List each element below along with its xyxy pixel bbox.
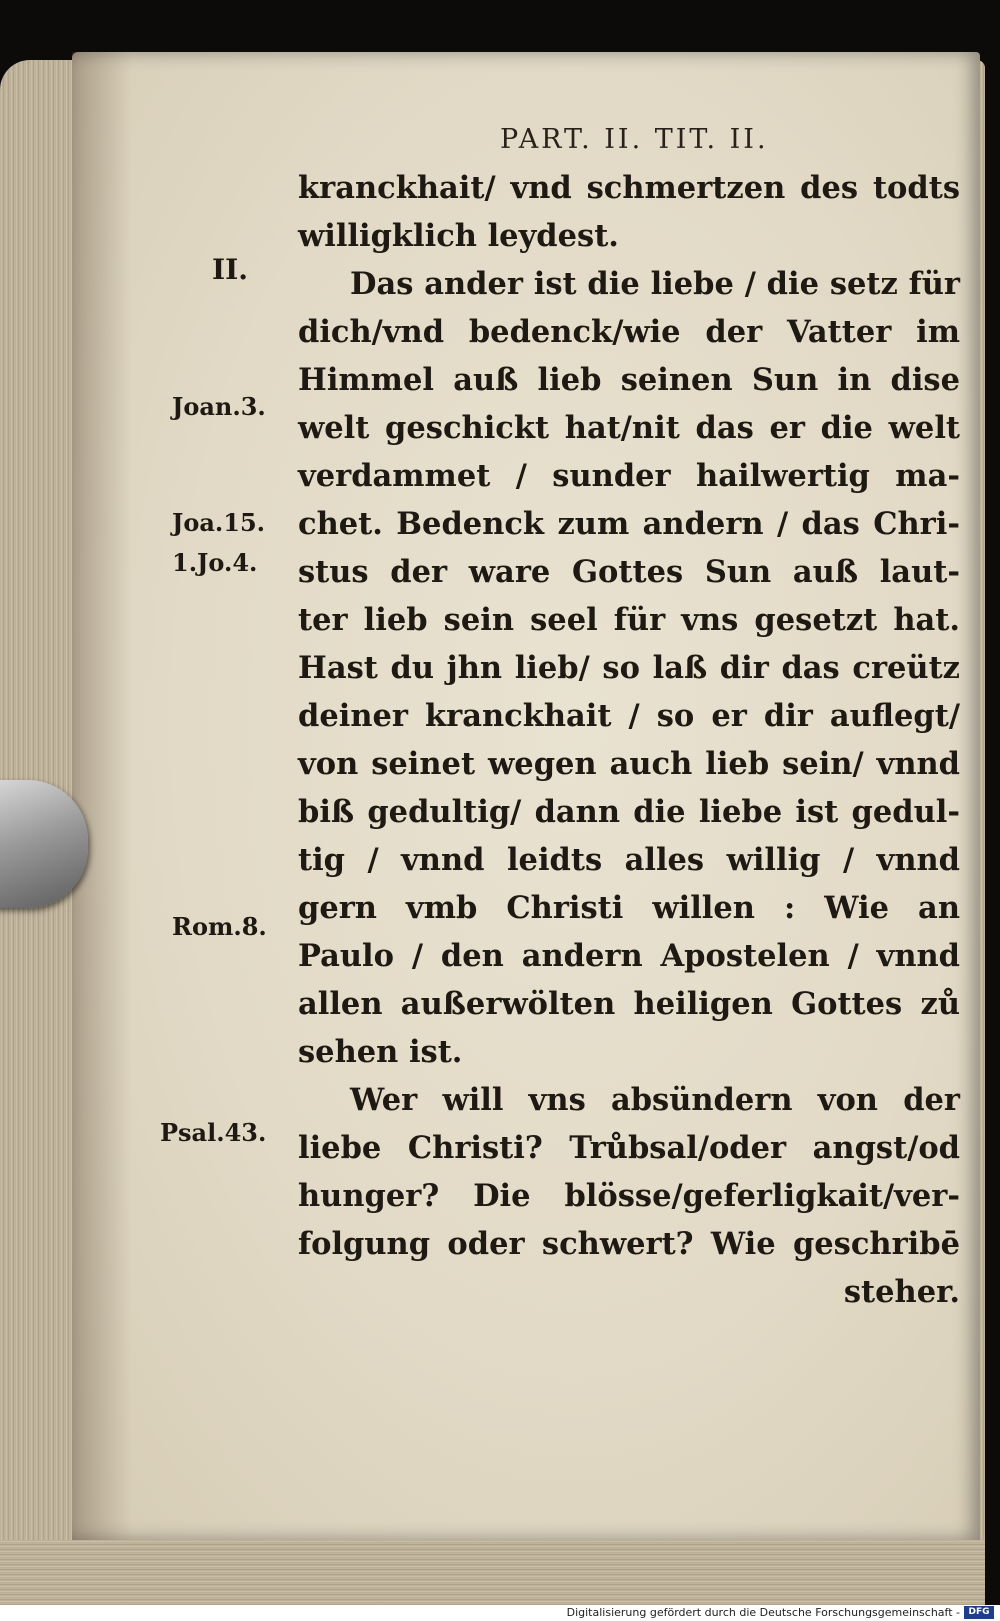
margin-note-citation: Psal.43. xyxy=(160,1118,267,1147)
text-line: sehen ist. xyxy=(298,1034,463,1070)
book-bottom-edge xyxy=(0,1540,985,1608)
text-line: von seinet wegen auch lieb sein/ vnnd xyxy=(298,746,960,782)
body-text xyxy=(298,164,960,1316)
text-line: steher. xyxy=(843,1274,960,1310)
running-head: PART. II. TIT. II. xyxy=(500,124,769,155)
text-line: stus der ware Gottes Sun auß laut- xyxy=(298,554,960,590)
text-line: dich/vnd bedenck/wie der Vatter im xyxy=(298,314,960,350)
dfg-logo: DFG xyxy=(964,1606,994,1619)
text-line: deiner kranckhait / so er dir auflegt/ xyxy=(298,698,960,734)
text-line: Himmel auß lieb seinen Sun in dise xyxy=(298,362,960,398)
text-line: folgung oder schwert? Wie geschribē xyxy=(298,1226,960,1262)
text-line: hunger? Die blösse/geferligkait/ver- xyxy=(298,1178,960,1214)
text-line: welt geschickt hat/nit das er die welt xyxy=(298,410,960,446)
text-line: gern vmb Christi willen : Wie an xyxy=(298,890,960,926)
text-line: Hast du jhn lieb/ so laß dir das creütz xyxy=(298,650,960,686)
text-line: liebe Christi? Trůbsal/oder angst/od xyxy=(298,1130,960,1166)
margin-note-citation: 1.Jo.4. xyxy=(172,548,258,577)
text-line: Paulo / den andern Apostelen / vnnd xyxy=(298,938,960,974)
gutter-shadow xyxy=(72,52,132,1540)
text-line: Das ander ist die liebe / die setz für xyxy=(350,266,960,302)
text-line: allen außerwölten heiligen Gottes zů xyxy=(298,986,960,1022)
margin-note-citation: Rom.8. xyxy=(172,912,267,941)
text-line: chet. Bedenck zum andern / das Chri- xyxy=(298,506,960,542)
text-line: willigklich leydest. xyxy=(298,218,619,254)
text-line: ter lieb sein seel für vns gesetzt hat. xyxy=(298,602,960,638)
margin-note-citation: Joa.15. xyxy=(172,508,266,537)
text-line: kranckhait/ vnd schmertzen des todts xyxy=(298,170,960,206)
text-line: Wer will vns absündern von der xyxy=(350,1082,960,1118)
margin-note-citation: Joan.3. xyxy=(172,392,266,421)
margin-note-section: II. xyxy=(212,253,248,286)
text-line: verdammet / sunder hailwertig ma- xyxy=(298,458,960,494)
footer-credit: Digitalisierung gefördert durch die Deutsche Forschungsgemeinschaft - xyxy=(566,1606,960,1619)
text-line: biß gedultig/ dann die liebe ist gedul- xyxy=(298,794,960,830)
text-line: tig / vnnd leidts alles willig / vnnd xyxy=(298,842,960,878)
